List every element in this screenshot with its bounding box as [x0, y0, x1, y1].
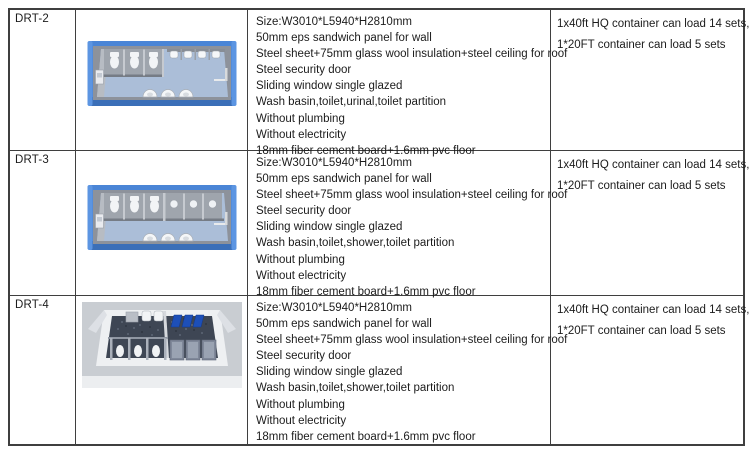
spec-line: Steel sheet+75mm glass wool insulation+steel ceiling for roof — [256, 334, 568, 347]
drt3-product-image — [87, 182, 237, 261]
loading-cell — [551, 10, 751, 159]
toilet-floor-plan-showers-image — [87, 182, 237, 256]
loading-line: 1*20FT container can load 5 sets — [557, 180, 726, 192]
model-label: DRT-4 — [15, 299, 50, 311]
model-cell — [10, 296, 76, 445]
model-cell — [10, 10, 76, 159]
toilet-floor-plan-urinals-image — [87, 38, 237, 112]
loading-cell — [551, 151, 751, 300]
image-cell — [76, 10, 248, 159]
specs-cell — [248, 296, 568, 445]
spec-line: Wash basin,toilet,urinal,toilet partition — [256, 96, 447, 109]
spec-line: 18mm fiber cement board+1.6mm pvc floor — [256, 144, 476, 157]
spec-line: Sliding window single glazed — [256, 221, 403, 234]
image-cell — [76, 296, 248, 445]
spec-line: Size:W3010*L5940*H2810mm — [256, 157, 412, 169]
table-row — [10, 296, 750, 443]
spec-line: Wash basin,toilet,shower,toilet partition — [256, 382, 455, 395]
spec-line: Without electricity — [256, 128, 347, 141]
drt4-product-image — [82, 302, 242, 393]
spec-line: Without electricity — [256, 269, 347, 282]
spec-line: Steel security door — [256, 64, 352, 77]
loading-line: 1x40ft HQ container can load 14 sets, — [557, 304, 750, 316]
drt2-product-image — [87, 38, 237, 117]
model-label: DRT-3 — [15, 154, 50, 166]
spec-line: Steel security door — [256, 350, 352, 363]
spec-line: Wash basin,toilet,shower,toilet partition — [256, 237, 455, 250]
product-spec-table — [8, 8, 750, 446]
spec-line: 50mm eps sandwich panel for wall — [256, 32, 432, 45]
spec-line: Size:W3010*L5940*H2810mm — [256, 16, 412, 28]
spec-line: 50mm eps sandwich panel for wall — [256, 318, 432, 331]
loading-line: 1*20FT container can load 5 sets — [557, 325, 726, 337]
specs-cell — [248, 10, 568, 159]
loading-line: 1x40ft HQ container can load 14 sets, — [557, 159, 750, 171]
spec-line: Steel sheet+75mm glass wool insulation+steel ceiling for roof — [256, 48, 568, 61]
spec-line: Sliding window single glazed — [256, 80, 403, 93]
loading-line: 1*20FT container can load 5 sets — [557, 39, 726, 51]
spec-line: Steel security door — [256, 205, 352, 218]
model-label: DRT-2 — [15, 13, 50, 25]
spec-line: Size:W3010*L5940*H2810mm — [256, 302, 412, 314]
spec-line: 50mm eps sandwich panel for wall — [256, 173, 432, 186]
spec-line: Without plumbing — [256, 398, 345, 411]
spec-line: Sliding window single glazed — [256, 366, 403, 379]
spec-line: Steel sheet+75mm glass wool insulation+steel ceiling for roof — [256, 189, 568, 202]
table-row — [10, 10, 750, 157]
spec-line: Without plumbing — [256, 253, 345, 266]
loading-line: 1x40ft HQ container can load 14 sets, — [557, 18, 750, 30]
spec-line: Without plumbing — [256, 112, 345, 125]
loading-cell — [551, 296, 751, 445]
spec-line: 18mm fiber cement board+1.6mm pvc floor — [256, 430, 476, 443]
table-row — [10, 151, 750, 298]
model-cell — [10, 151, 76, 300]
toilet-container-cutaway-render-image — [82, 302, 242, 388]
spec-line: Without electricity — [256, 414, 347, 427]
image-cell — [76, 151, 248, 300]
spec-line: 18mm fiber cement board+1.6mm pvc floor — [256, 285, 476, 298]
specs-cell — [248, 151, 568, 300]
